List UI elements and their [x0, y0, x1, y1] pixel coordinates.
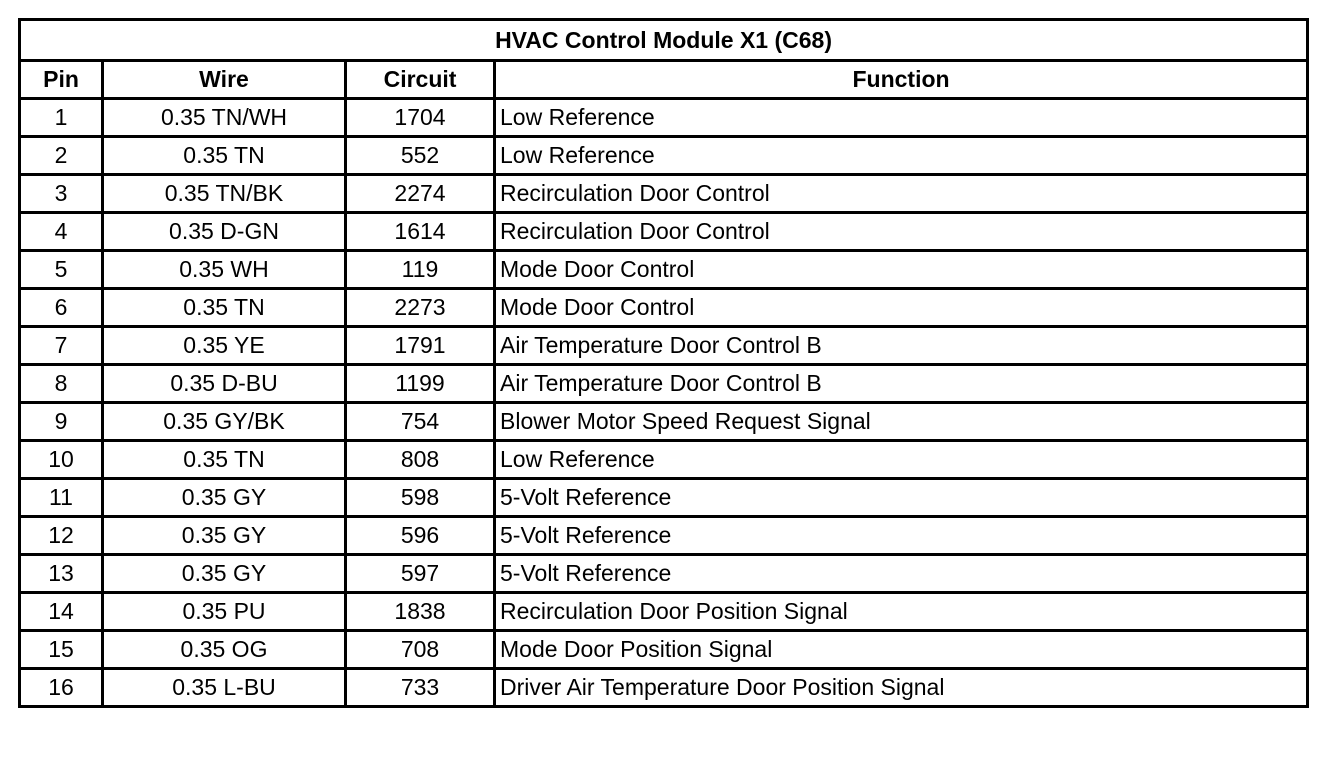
- wire-cell: 0.35 D-BU: [103, 365, 346, 403]
- function-cell: 5-Volt Reference: [495, 555, 1308, 593]
- wire-cell: 0.35 TN/BK: [103, 175, 346, 213]
- table-row: [20, 251, 1308, 289]
- table-row: [20, 99, 1308, 137]
- wire-cell: 0.35 TN/WH: [103, 99, 346, 137]
- table-row: [20, 555, 1308, 593]
- wire-cell: 0.35 TN: [103, 441, 346, 479]
- table-row: [20, 175, 1308, 213]
- wire-cell: 0.35 GY/BK: [103, 403, 346, 441]
- pin-cell: 14: [20, 593, 103, 631]
- wire-cell: 0.35 GY: [103, 517, 346, 555]
- table-row: [20, 289, 1308, 327]
- pin-cell: 15: [20, 631, 103, 669]
- wire-cell: 0.35 TN: [103, 289, 346, 327]
- table-row: [20, 631, 1308, 669]
- function-cell: 5-Volt Reference: [495, 479, 1308, 517]
- table-row: [20, 479, 1308, 517]
- circuit-cell: 1791: [346, 327, 495, 365]
- table-title: HVAC Control Module X1 (C68): [20, 20, 1308, 61]
- pin-cell: 4: [20, 213, 103, 251]
- table-title-row: [20, 20, 1308, 61]
- table-row: [20, 669, 1308, 707]
- table-row: [20, 403, 1308, 441]
- header-pin: Pin: [20, 61, 103, 99]
- table-row: [20, 137, 1308, 175]
- function-cell: Driver Air Temperature Door Position Signal: [495, 669, 1308, 707]
- connector-pinout-table: [18, 18, 1309, 708]
- function-cell: 5-Volt Reference: [495, 517, 1308, 555]
- pin-cell: 11: [20, 479, 103, 517]
- pin-cell: 3: [20, 175, 103, 213]
- pin-cell: 5: [20, 251, 103, 289]
- function-cell: Recirculation Door Position Signal: [495, 593, 1308, 631]
- table-row: [20, 517, 1308, 555]
- wire-cell: 0.35 YE: [103, 327, 346, 365]
- table-row: [20, 593, 1308, 631]
- pin-cell: 6: [20, 289, 103, 327]
- function-cell: Air Temperature Door Control B: [495, 327, 1308, 365]
- circuit-cell: 597: [346, 555, 495, 593]
- connector-table-container: [18, 18, 1309, 708]
- wire-cell: 0.35 WH: [103, 251, 346, 289]
- circuit-cell: 1704: [346, 99, 495, 137]
- header-circuit: Circuit: [346, 61, 495, 99]
- function-cell: Low Reference: [495, 441, 1308, 479]
- table-row: [20, 441, 1308, 479]
- circuit-cell: 552: [346, 137, 495, 175]
- header-wire: Wire: [103, 61, 346, 99]
- circuit-cell: 2274: [346, 175, 495, 213]
- function-cell: Mode Door Control: [495, 289, 1308, 327]
- circuit-cell: 2273: [346, 289, 495, 327]
- header-function: Function: [495, 61, 1308, 99]
- pin-cell: 1: [20, 99, 103, 137]
- circuit-cell: 598: [346, 479, 495, 517]
- pin-cell: 7: [20, 327, 103, 365]
- table-row: [20, 327, 1308, 365]
- function-cell: Blower Motor Speed Request Signal: [495, 403, 1308, 441]
- wire-cell: 0.35 GY: [103, 479, 346, 517]
- wire-cell: 0.35 D-GN: [103, 213, 346, 251]
- circuit-cell: 808: [346, 441, 495, 479]
- table-row: [20, 213, 1308, 251]
- circuit-cell: 754: [346, 403, 495, 441]
- function-cell: Low Reference: [495, 137, 1308, 175]
- pin-cell: 12: [20, 517, 103, 555]
- circuit-cell: 733: [346, 669, 495, 707]
- table-header-row: [20, 61, 1308, 99]
- wire-cell: 0.35 GY: [103, 555, 346, 593]
- circuit-cell: 1614: [346, 213, 495, 251]
- wire-cell: 0.35 L-BU: [103, 669, 346, 707]
- pin-cell: 13: [20, 555, 103, 593]
- circuit-cell: 708: [346, 631, 495, 669]
- pin-cell: 8: [20, 365, 103, 403]
- circuit-cell: 1199: [346, 365, 495, 403]
- function-cell: Recirculation Door Control: [495, 175, 1308, 213]
- table-row: [20, 365, 1308, 403]
- function-cell: Mode Door Control: [495, 251, 1308, 289]
- pin-cell: 2: [20, 137, 103, 175]
- wire-cell: 0.35 PU: [103, 593, 346, 631]
- function-cell: Low Reference: [495, 99, 1308, 137]
- circuit-cell: 596: [346, 517, 495, 555]
- function-cell: Recirculation Door Control: [495, 213, 1308, 251]
- pin-cell: 16: [20, 669, 103, 707]
- function-cell: Mode Door Position Signal: [495, 631, 1308, 669]
- circuit-cell: 119: [346, 251, 495, 289]
- wire-cell: 0.35 TN: [103, 137, 346, 175]
- pin-cell: 10: [20, 441, 103, 479]
- pin-cell: 9: [20, 403, 103, 441]
- wire-cell: 0.35 OG: [103, 631, 346, 669]
- circuit-cell: 1838: [346, 593, 495, 631]
- function-cell: Air Temperature Door Control B: [495, 365, 1308, 403]
